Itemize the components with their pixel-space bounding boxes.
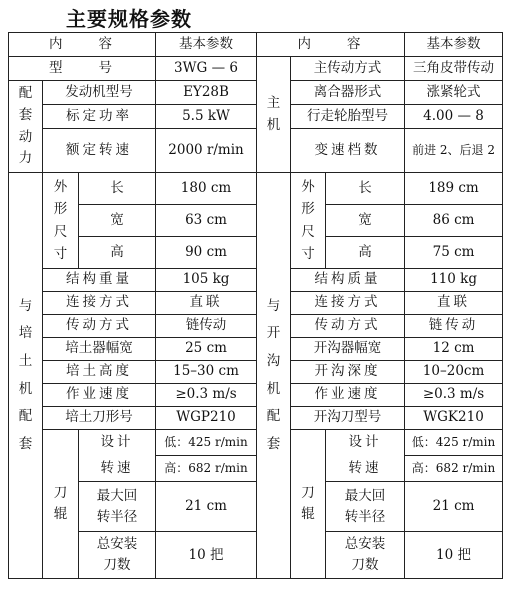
main-group-text: 主机 (266, 94, 281, 133)
weight-value: 105 kg (156, 269, 257, 292)
work-speed-value-right: ≥0.3 m/s (405, 384, 503, 407)
low-speed-right: 低：425 r/min (405, 430, 503, 456)
hei-label-right: 高 (326, 237, 405, 269)
blades-value-left: 10 把 (156, 532, 257, 579)
ditch-depth-value: 10–20cm (405, 361, 503, 384)
high-speed-left: 高：682 r/min (156, 456, 257, 482)
tire-label: 行走轮胎型号 (291, 105, 405, 129)
table-row (9, 292, 503, 315)
hei-label-left: 高 (79, 237, 156, 269)
table-row (9, 315, 503, 338)
engine-label: 发动机型号 (43, 81, 156, 105)
radius-left-text: 最大回转半径 (96, 487, 138, 525)
dims-group-right-text: 外形尺寸 (301, 178, 315, 262)
mass-label: 结构质量 (291, 269, 405, 292)
conn-label-right: 连接方式 (291, 292, 405, 315)
header-value-left: 基本参数 (156, 33, 257, 57)
roller-group-right-text: 刀辊 (301, 484, 315, 523)
power-group-text: 配套动力 (18, 85, 33, 167)
cult-height-label: 培土高度 (43, 361, 156, 384)
gears-value: 前进 2、后退 2 (405, 129, 503, 173)
hei-value-right: 75 cm (405, 237, 503, 269)
wid-label-right: 宽 (326, 205, 405, 237)
work-speed-label-right: 作业速度 (291, 384, 405, 407)
table-row (9, 81, 503, 105)
blades-value-right: 10 把 (405, 532, 503, 579)
wid-label-left: 宽 (79, 205, 156, 237)
cultivator-group-label (9, 173, 43, 579)
table-row (9, 532, 503, 578)
work-speed-value-left: ≥0.3 m/s (156, 384, 257, 407)
spec-table (8, 32, 503, 579)
design-speed-label-left (79, 430, 156, 482)
cult-width-value: 25 cm (156, 338, 257, 361)
drive-value: 三角皮带传动 (405, 57, 503, 81)
ditch-depth-label: 开沟深度 (291, 361, 405, 384)
blade-value-left: WGP210 (156, 407, 257, 430)
mass-value: 110 kg (405, 269, 503, 292)
page-title: 主要规格参数 (66, 7, 192, 31)
roller-group-left (43, 430, 79, 579)
roller-group-left-text: 刀辊 (53, 484, 68, 523)
wid-value-left: 63 cm (156, 205, 257, 237)
ditcher-group-label (257, 173, 291, 579)
design-speed-label-right (326, 430, 405, 482)
conn-label-left: 连接方式 (43, 292, 156, 315)
rated-speed-value: 2000 r/min (156, 129, 257, 173)
trans-label-left: 传动方式 (43, 315, 156, 338)
ditcher-group-text: 与开沟机配套 (266, 297, 281, 452)
low-speed-left: 低：425 r/min (156, 430, 257, 456)
table-row (9, 338, 503, 361)
gears-label: 变速档数 (291, 129, 405, 173)
table-row (9, 173, 503, 205)
dims-group-right (291, 173, 326, 269)
trans-value-left: 链传动 (156, 315, 257, 338)
drive-label: 主传动方式 (291, 57, 405, 81)
hei-value-left: 90 cm (156, 237, 257, 269)
design-speed-right-text: 设计转速 (348, 434, 382, 476)
blades-label-right (326, 532, 405, 579)
tire-value: 4.00 — 8 (405, 105, 503, 129)
header-content-left: 内 容 (9, 33, 156, 57)
len-value-left: 180 cm (156, 173, 257, 205)
radius-label-left (79, 482, 156, 532)
conn-value-left: 直联 (156, 292, 257, 315)
power-group-label (9, 81, 43, 173)
engine-value: EY28B (156, 81, 257, 105)
blade-label-left: 培土刀形号 (43, 407, 156, 430)
header-value-right: 基本参数 (405, 33, 503, 57)
ditch-width-label: 开沟器幅宽 (291, 338, 405, 361)
model-value: 3WG — 6 (156, 57, 257, 81)
blade-value-right: WGK210 (405, 407, 503, 430)
radius-value-right: 21 cm (405, 482, 503, 532)
roller-group-right (291, 430, 326, 579)
clutch-label: 离合器形式 (291, 81, 405, 105)
model-label: 型 号 (9, 57, 156, 81)
table-row (9, 105, 503, 129)
conn-value-right: 直联 (405, 292, 503, 315)
trans-value-right: 链传动 (405, 315, 503, 338)
work-speed-label-left: 作业速度 (43, 384, 156, 407)
cult-width-label: 培土器幅宽 (43, 338, 156, 361)
table-row (9, 407, 503, 430)
header-content-right: 内 容 (257, 33, 405, 57)
table-row (9, 129, 503, 173)
blades-left-text: 总安装刀数 (96, 536, 138, 574)
rated-power-value: 5.5 kW (156, 105, 257, 129)
table-row (9, 205, 503, 237)
table-row (9, 361, 503, 384)
table-row (9, 57, 503, 81)
table-row (9, 269, 503, 292)
clutch-value: 涨紧轮式 (405, 81, 503, 105)
table-row (9, 482, 503, 532)
cultivator-group-text: 与培土机配套 (18, 297, 33, 452)
blade-label-right: 开沟刀型号 (291, 407, 405, 430)
cult-height-value: 15–30 cm (156, 361, 257, 384)
weight-label: 结构重量 (43, 269, 156, 292)
wid-value-right: 86 cm (405, 205, 503, 237)
len-label-left: 长 (79, 173, 156, 205)
ditch-width-value: 12 cm (405, 338, 503, 361)
high-speed-right: 高：682 r/min (405, 456, 503, 482)
len-value-right: 189 cm (405, 173, 503, 205)
table-row (9, 384, 503, 407)
rated-speed-label: 额定转速 (43, 129, 156, 173)
radius-right-text: 最大回转半径 (344, 487, 386, 525)
blades-label-left (79, 532, 156, 579)
trans-label-right: 传动方式 (291, 315, 405, 338)
radius-label-right (326, 482, 405, 532)
dims-group-left (43, 173, 79, 269)
blades-right-text: 总安装刀数 (344, 536, 386, 574)
main-group-label (257, 57, 291, 173)
header-row (9, 33, 503, 57)
design-speed-left-text: 设计转速 (100, 434, 134, 476)
dims-group-left-text: 外形尺寸 (53, 178, 68, 262)
table-row (9, 430, 503, 456)
radius-value-left: 21 cm (156, 482, 257, 532)
rated-power-label: 标定功率 (43, 105, 156, 129)
table-row (9, 237, 503, 269)
len-label-right: 长 (326, 173, 405, 205)
